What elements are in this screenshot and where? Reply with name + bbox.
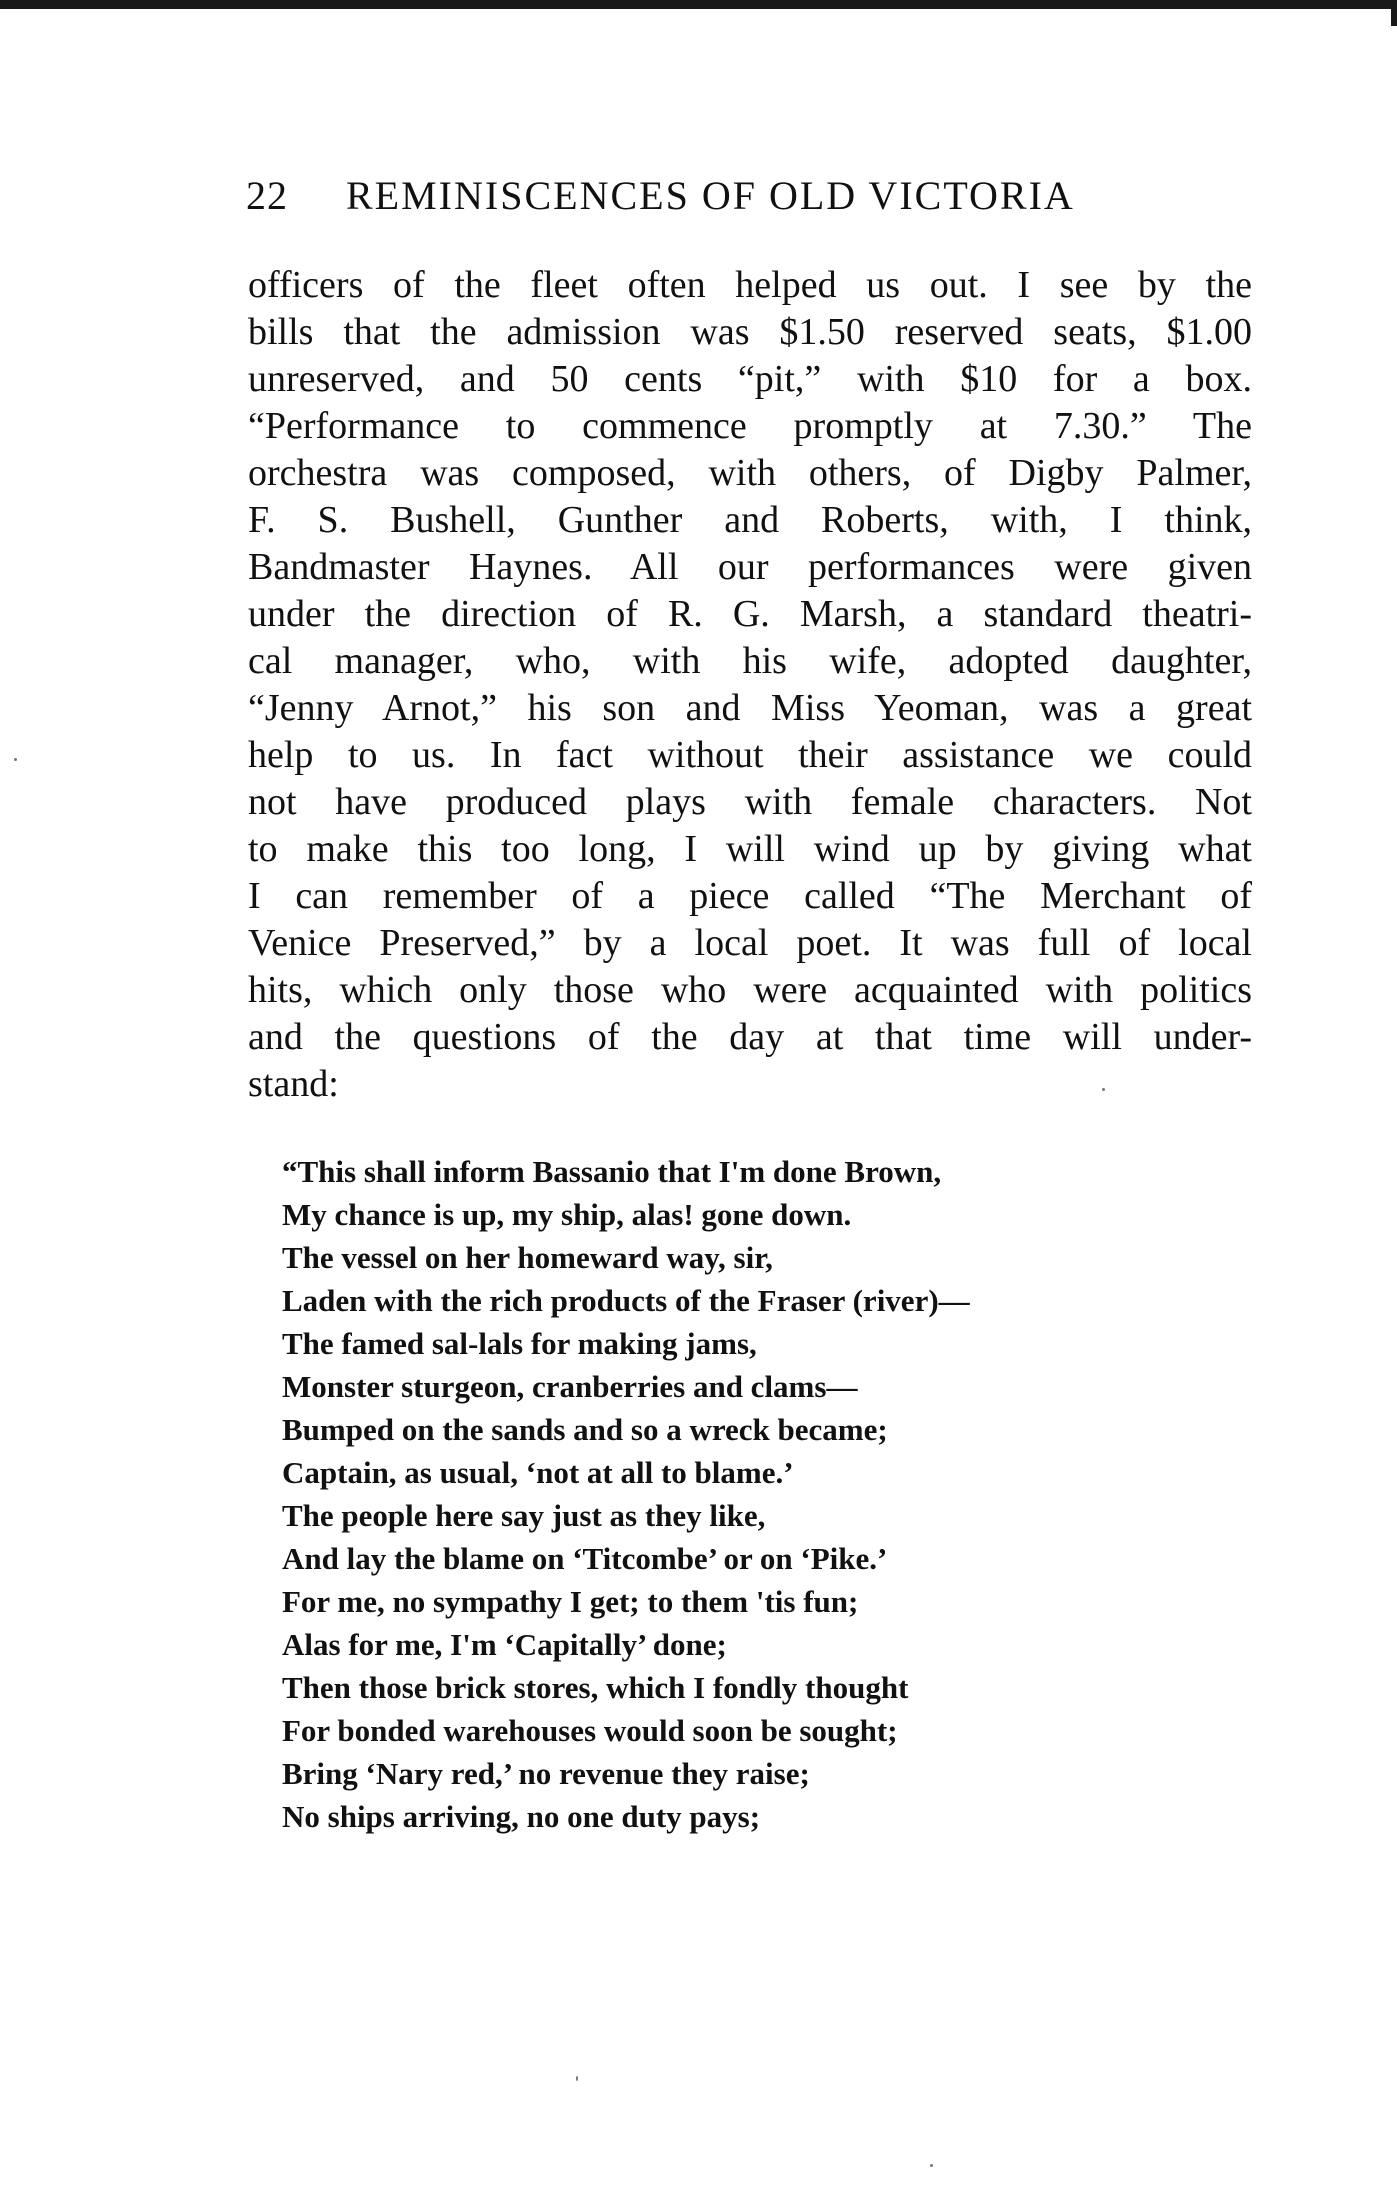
prose-line: officers of the fleet often helped us out. I see by the xyxy=(248,264,1252,306)
prose-line: hits, which only those who were acquainted with politics xyxy=(248,969,1252,1011)
prose-line: “Jenny Arnot,” his son and Miss Yeoman, was a great xyxy=(248,687,1252,729)
prose-paragraph xyxy=(248,262,1252,1108)
prose-line: and the questions of the day at that time will under- xyxy=(248,1016,1252,1058)
prose-line: under the direction of R. G. Marsh, a standard theatri- xyxy=(248,593,1252,635)
scan-speck xyxy=(1102,1088,1105,1091)
prose-line: orchestra was composed, with others, of Digby Palmer, xyxy=(248,452,1252,494)
page-number: 22 xyxy=(246,173,288,218)
verse-line: Captain, as usual, ‘not at all to blame.’ xyxy=(282,1455,794,1490)
verse-line: Monster sturgeon, cranberries and clams— xyxy=(282,1369,858,1404)
verse-line: My chance is up, my ship, alas! gone down. xyxy=(282,1197,852,1232)
verse-line: The famed sal-lals for making jams, xyxy=(282,1326,757,1361)
prose-line: help to us. In fact without their assistance we could xyxy=(248,734,1252,776)
scan-speck xyxy=(576,2076,578,2081)
verse-line: No ships arriving, no one duty pays; xyxy=(282,1799,761,1834)
prose-line: F. S. Bushell, Gunther and Roberts, with, I think, xyxy=(248,499,1252,541)
verse-line: Laden with the rich products of the Fraser (river)— xyxy=(282,1283,970,1318)
prose-line: Venice Preserved,” by a local poet. It was full of local xyxy=(248,922,1252,964)
verse-line: Alas for me, I'm ‘Capitally’ done; xyxy=(282,1627,727,1662)
prose-line: “Performance to commence promptly at 7.30.” The xyxy=(248,405,1252,447)
verse-line: “This shall inform Bassanio that I'm done Brown, xyxy=(282,1154,942,1189)
verse-line: And lay the blame on ‘Titcombe’ or on ‘Pike.’ xyxy=(282,1541,888,1576)
page-corner-mark xyxy=(1391,0,1397,26)
prose-line: cal manager, who, with his wife, adopted daughter, xyxy=(248,640,1252,682)
prose-line: unreserved, and 50 cents “pit,” with $10 for a box. xyxy=(248,358,1252,400)
scan-speck xyxy=(930,2164,933,2167)
verse-line: Then those brick stores, which I fondly thought xyxy=(282,1670,909,1705)
verse-block xyxy=(282,1150,1242,1838)
prose-line: not have produced plays with female characters. Not xyxy=(248,781,1252,823)
prose-line: I can remember of a piece called “The Merchant of xyxy=(248,875,1252,917)
prose-line: Bandmaster Haynes. All our performances were given xyxy=(248,546,1252,588)
verse-line: Bring ‘Nary red,’ no revenue they raise; xyxy=(282,1756,810,1791)
running-title: REMINISCENCES OF OLD VICTORIA xyxy=(346,173,1075,218)
verse-line: For me, no sympathy I get; to them 'tis fun; xyxy=(282,1584,859,1619)
prose-line: to make this too long, I will wind up by giving what xyxy=(248,828,1252,870)
verse-line: The vessel on her homeward way, sir, xyxy=(282,1240,773,1275)
page-top-border xyxy=(0,0,1397,9)
scan-speck xyxy=(14,758,17,761)
verse-line: The people here say just as they like, xyxy=(282,1498,766,1533)
running-header xyxy=(246,172,1176,219)
prose-line: bills that the admission was $1.50 reserved seats, $1.00 xyxy=(248,311,1252,353)
verse-line: Bumped on the sands and so a wreck became; xyxy=(282,1412,888,1447)
prose-line: stand: xyxy=(248,1063,339,1105)
verse-line: For bonded warehouses would soon be sought; xyxy=(282,1713,898,1748)
